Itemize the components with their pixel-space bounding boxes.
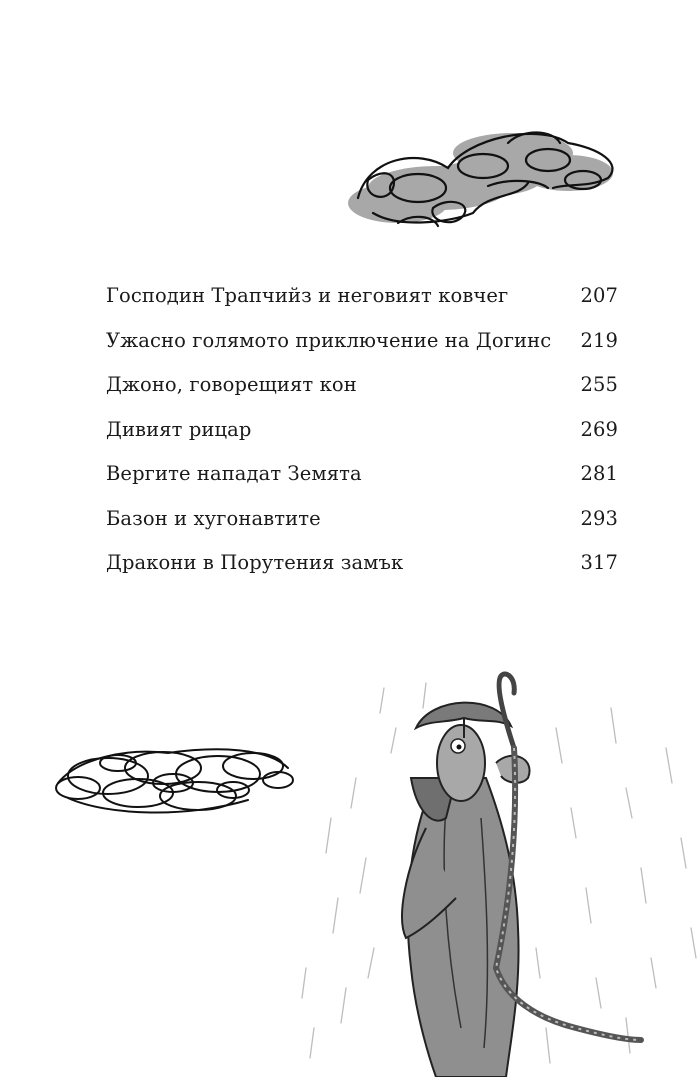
- toc-entry-page: 269: [580, 417, 618, 441]
- table-of-contents: [106, 284, 618, 596]
- toc-entry-title: Господин Трапчийз и неговият ковчег: [106, 284, 509, 307]
- toc-entry-title: Дивият рицар: [106, 417, 252, 441]
- toc-entry-page: 317: [580, 551, 618, 574]
- toc-entry: [106, 551, 618, 596]
- toc-entry: [106, 373, 618, 418]
- toc-entry: [106, 418, 618, 463]
- toc-entry-title: Базон и хугонавтите: [106, 506, 321, 530]
- toc-entry-page: 207: [580, 284, 618, 307]
- toc-entry: [106, 507, 618, 552]
- scribble-cloud-left-illustration: [48, 738, 298, 820]
- toc-entry-page: 219: [580, 328, 618, 352]
- toc-entry: [106, 284, 618, 329]
- umbrella-figure-illustration: [296, 668, 700, 1077]
- toc-entry-page: 255: [580, 373, 618, 396]
- toc-entry-page: 281: [580, 462, 618, 485]
- toc-entry: [106, 462, 618, 507]
- toc-entry-page: 293: [580, 506, 618, 530]
- scribble-cloud-top-illustration: [338, 118, 628, 236]
- toc-entry-title: Ужасно голямото приключение на Догинс: [106, 328, 552, 352]
- toc-entry-title: Джоно, говорещият кон: [106, 373, 357, 396]
- toc-entry-title: Вергите нападат Земята: [106, 462, 362, 485]
- toc-entry: [106, 329, 618, 374]
- toc-entry-title: Дракони в Порутения замък: [106, 551, 404, 574]
